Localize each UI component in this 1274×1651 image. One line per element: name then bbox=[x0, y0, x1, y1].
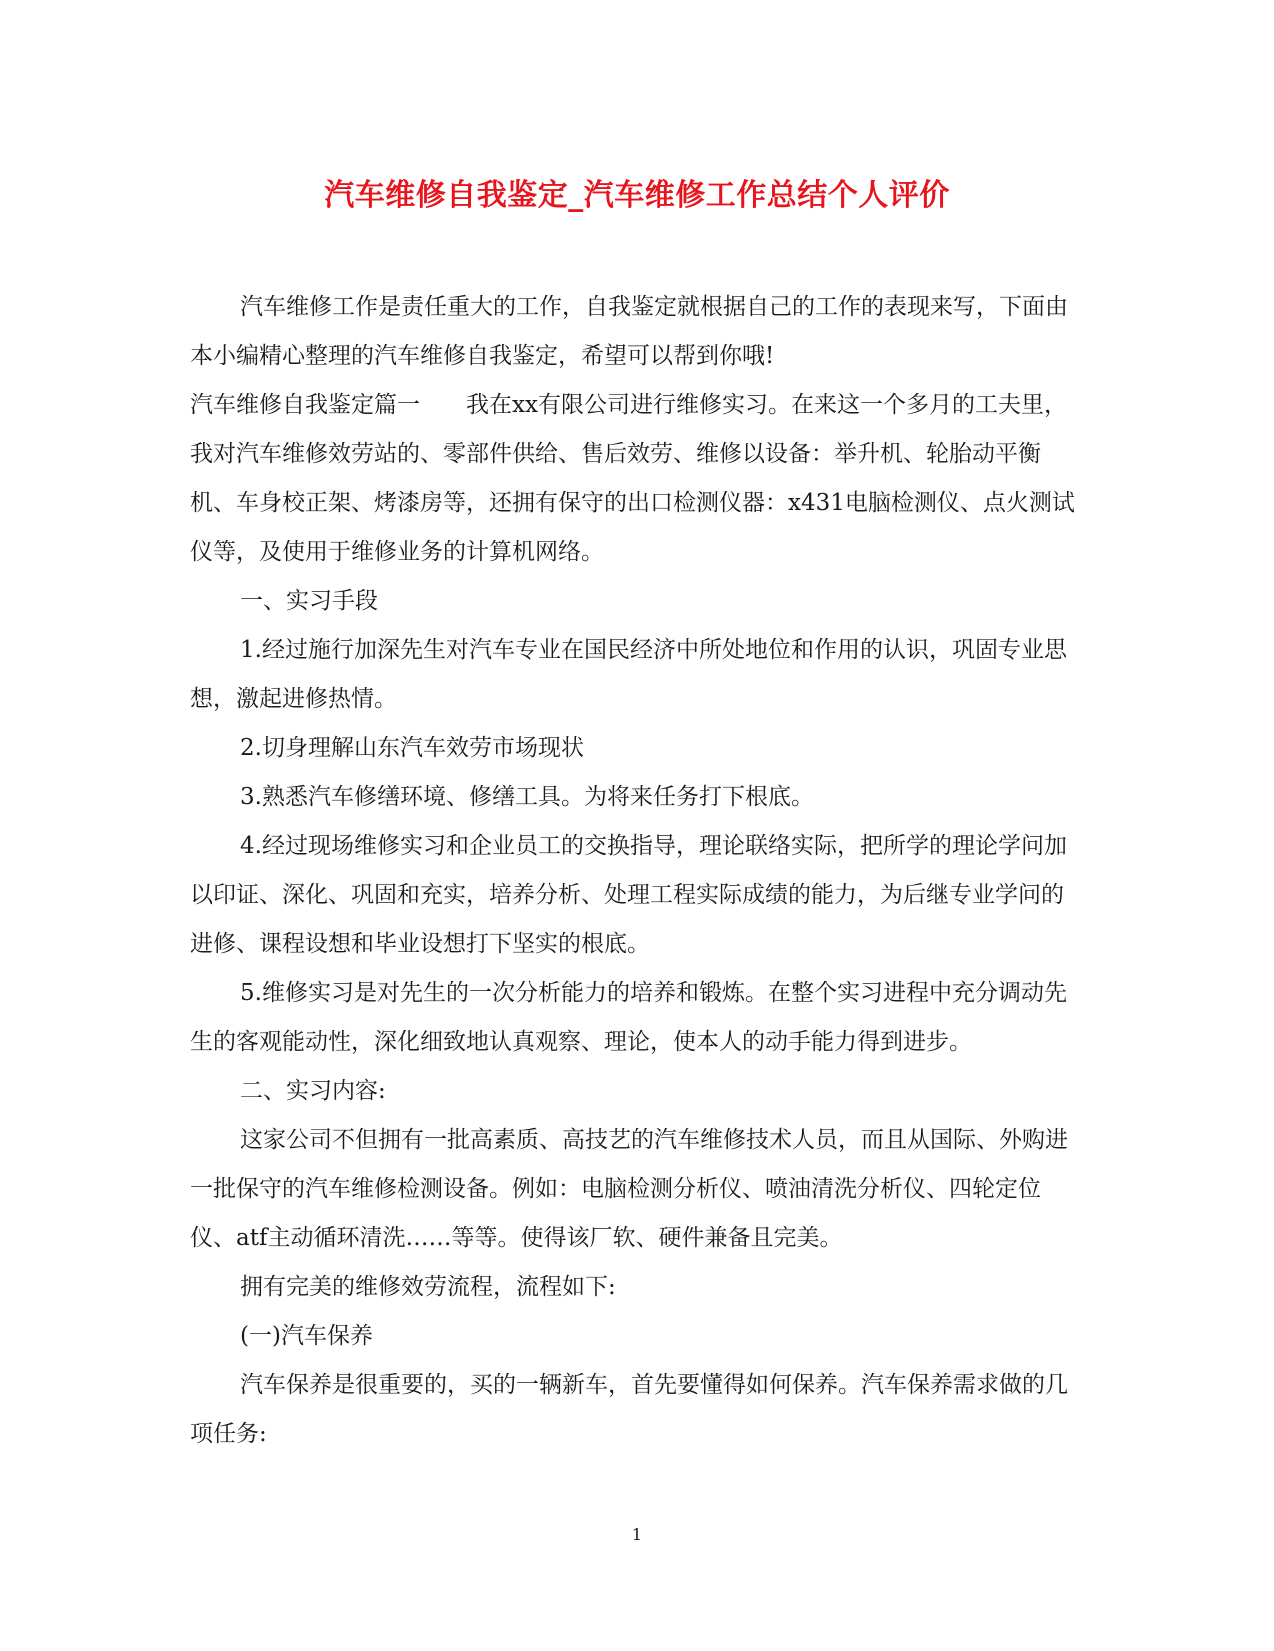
heading-internship-content: 二、实习内容: bbox=[240, 1078, 386, 1104]
page-number: 1 bbox=[631, 1525, 643, 1544]
list-item-2: 2.切身理解山东汽车效劳市场现状 bbox=[240, 735, 584, 761]
document-body bbox=[190, 283, 1080, 1459]
list-item-1: 1.经过施行加深先生对汽车专业在国民经济中所处地位和作用的认识，巩固专业思想，激起进修热情。 bbox=[190, 637, 1067, 712]
paragraph-intro: 汽车维修工作是责任重大的工作，自我鉴定就根据自己的工作的表现来写，下面由本小编精心整理的汽车维修自我鉴定，希望可以帮到你哦! bbox=[190, 294, 1068, 369]
list-item-5: 5.维修实习是对先生的一次分析能力的培养和锻炼。在整个实习进程中充分调动先生的客观能动性，深化细致地认真观察、理论，使本人的动手能力得到进步。 bbox=[190, 980, 1067, 1055]
heading-internship-purpose: 一、实习手段 bbox=[240, 588, 378, 614]
paragraph-maintenance: 汽车保养是很重要的，买的一辆新车，首先要懂得如何保养。汽车保养需求做的几项任务: bbox=[190, 1372, 1068, 1447]
list-item-3: 3.熟悉汽车修缮环境、修缮工具。为将来任务打下根底。 bbox=[240, 784, 814, 810]
paragraph-company: 这家公司不但拥有一批高素质、高技艺的汽车维修技术人员，而且从国际、外购进一批保守的汽车维修检测设备。例如：电脑检测分析仪、喷油清洗分析仪、四轮定位仪、atf主动循环清洗……等等。使得该厂软、硬件兼备且完美。 bbox=[190, 1127, 1068, 1251]
paragraph-part-one: 汽车维修自我鉴定篇一 我在xx有限公司进行维修实习。在来这一个多月的工夫里，我对汽车维修效劳站的、零部件供给、售后效劳、维修以设备：举升机、轮胎动平衡机、车身校正架、烤漆房等，还拥有保守的出口检测仪器：x431电脑检测仪、点火测试仪等，及使用于维修业务的计算机网络。 bbox=[190, 392, 1075, 565]
heading-car-maintenance: (一)汽车保养 bbox=[240, 1323, 373, 1349]
document-title: 汽车维修自我鉴定_汽车维修工作总结个人评价 bbox=[324, 178, 950, 213]
list-item-4: 4.经过现场维修实习和企业员工的交换指导，理论联络实际，把所学的理论学问加以印证、深化、巩固和充实，培养分析、处理工程实际成绩的能力，为后继专业学问的进修、课程设想和毕业设想打下坚实的根底。 bbox=[190, 833, 1067, 957]
paragraph-process: 拥有完美的维修效劳流程，流程如下: bbox=[240, 1274, 616, 1300]
